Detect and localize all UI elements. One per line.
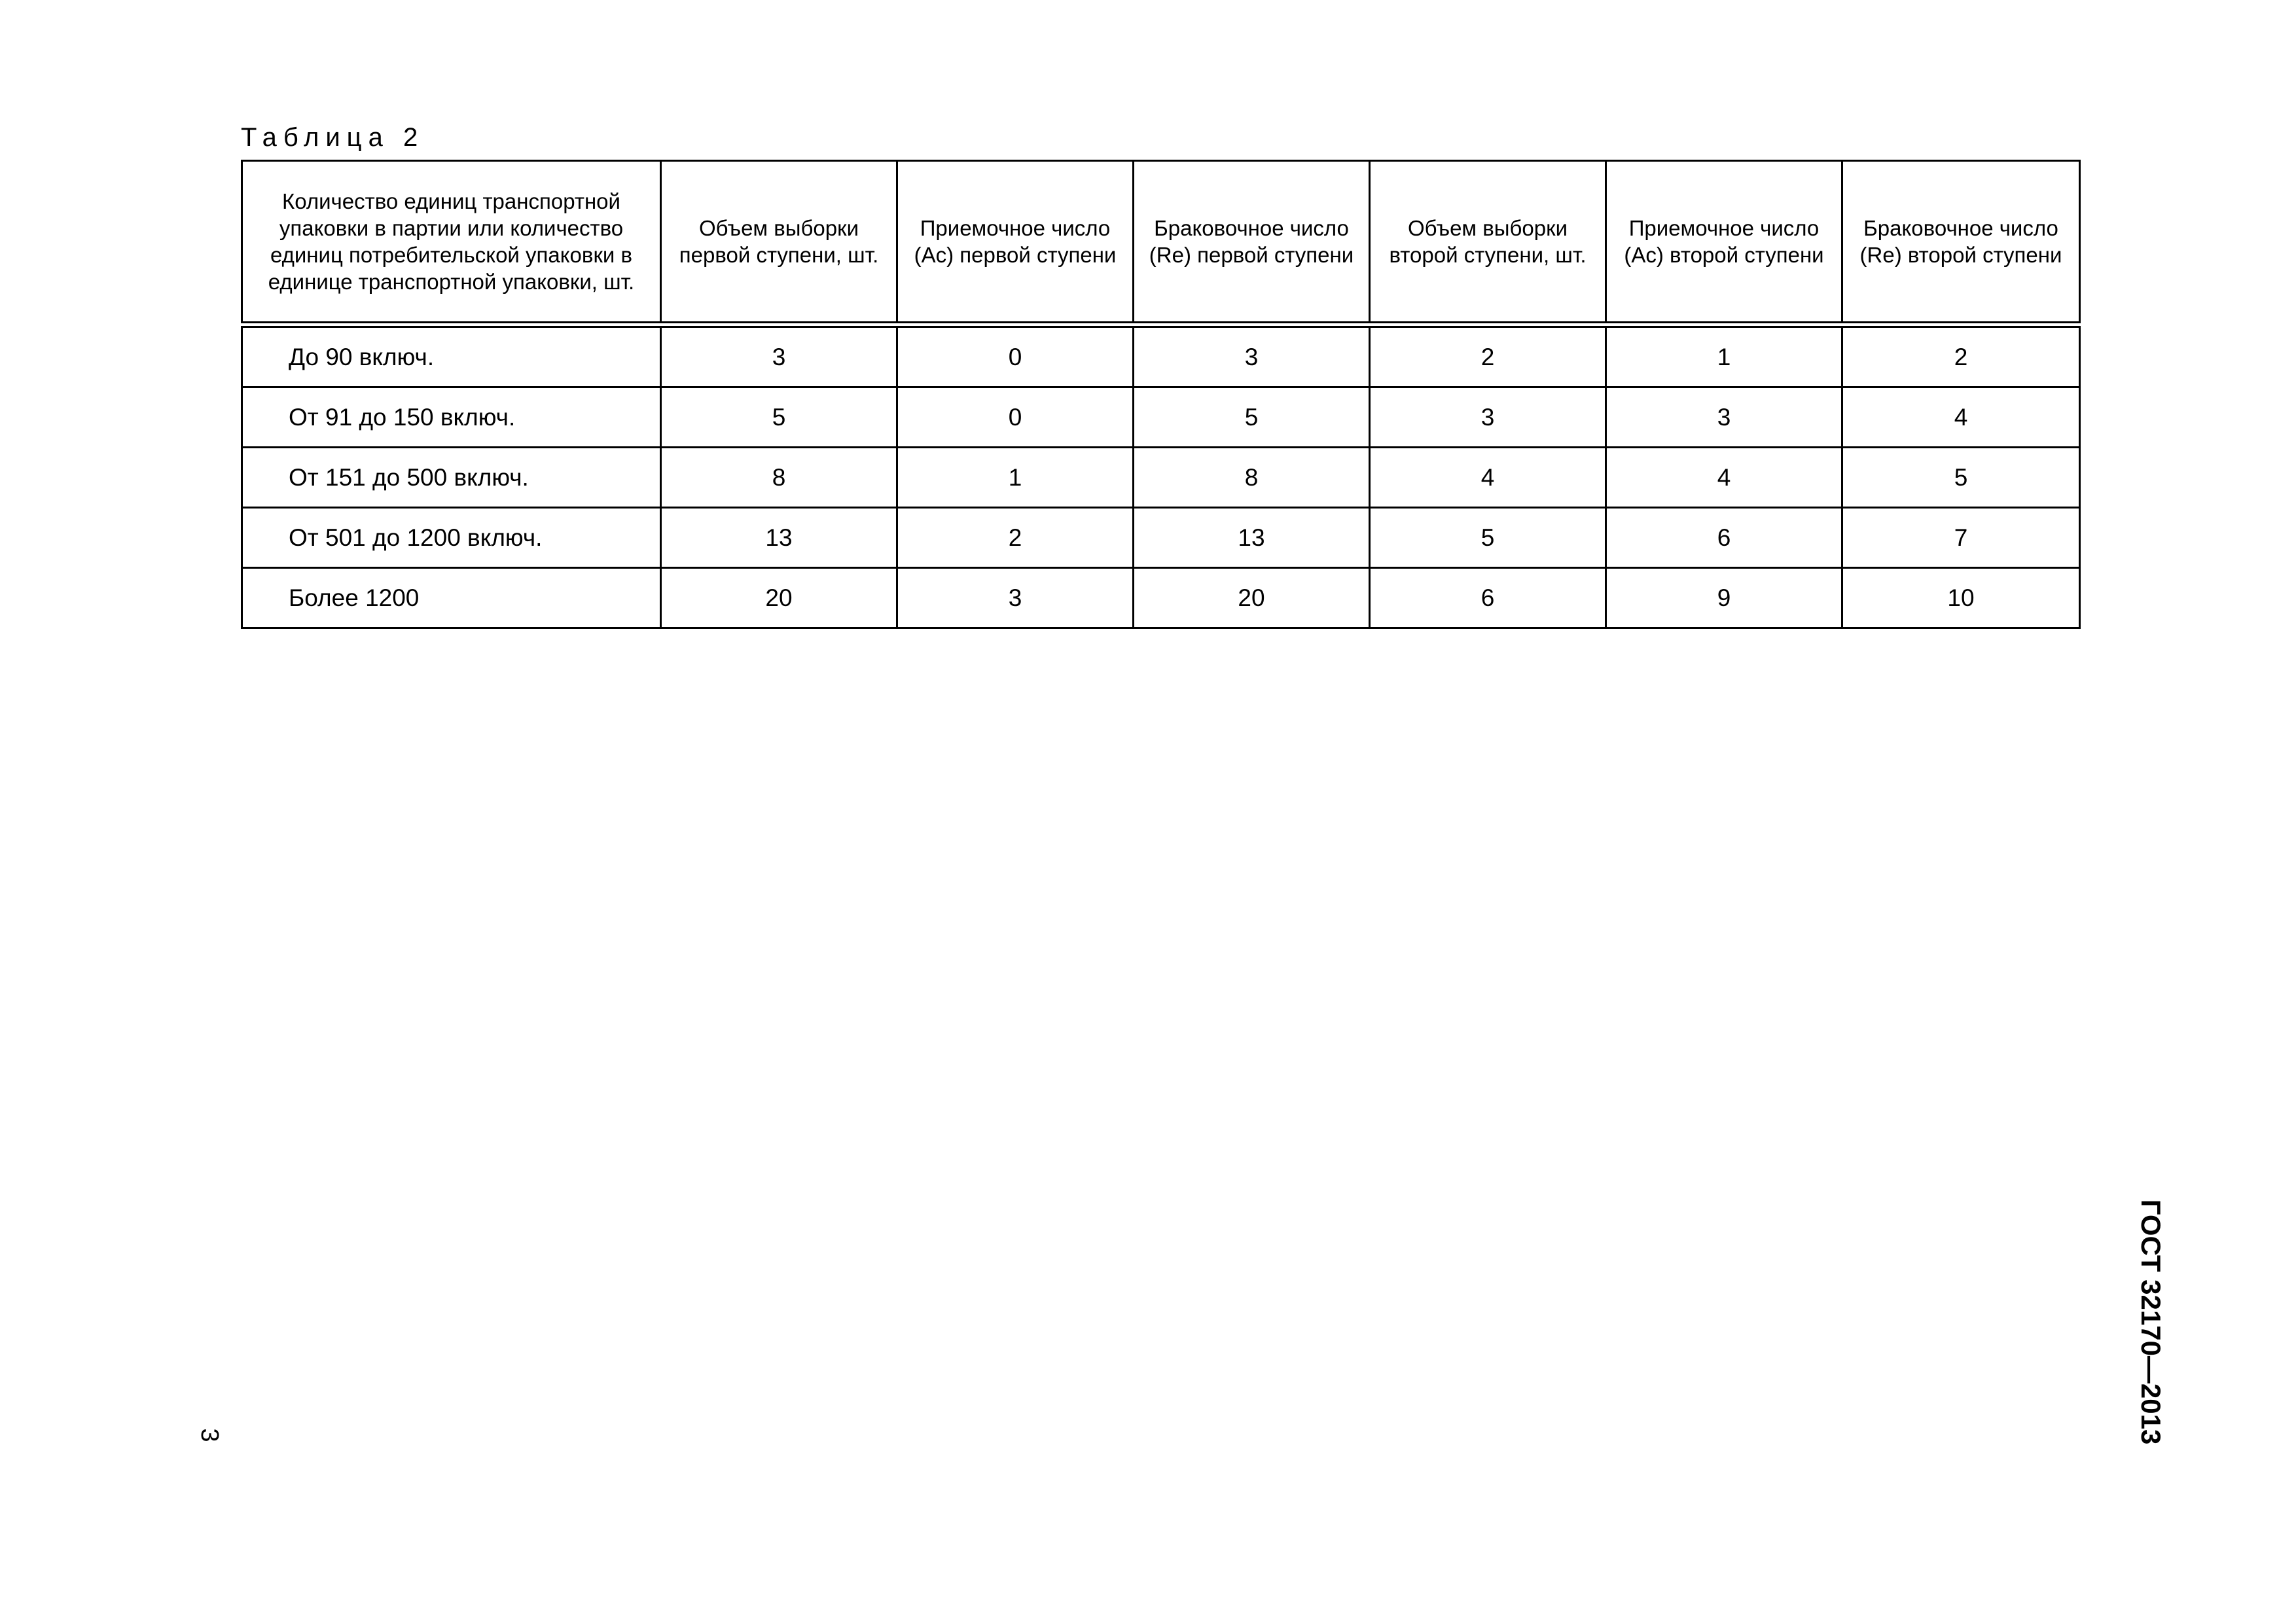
cell-rejection-first: 5: [1134, 387, 1370, 448]
cell-sample-size-second: 6: [1370, 568, 1606, 628]
cell-rejection-second: 5: [1842, 448, 2080, 508]
cell-sample-size-first: 5: [661, 387, 897, 448]
sampling-plan-table: [241, 160, 2081, 629]
cell-acceptance-first: 2: [897, 508, 1134, 568]
header-acceptance-number-second-stage: Приемочное число (Ас) второй ступени: [1606, 161, 1842, 325]
header-lot-size: Количество единиц транспортной упаковки в партии или количество единиц потребительской упаковки в единице транспортной упаковки, шт.: [242, 161, 661, 325]
cell-rejection-second: 7: [1842, 508, 2080, 568]
table-row: [242, 568, 2080, 628]
row-lot-size: От 501 до 1200 включ.: [242, 508, 661, 568]
cell-sample-size-first: 13: [661, 508, 897, 568]
cell-sample-size-second: 3: [1370, 387, 1606, 448]
cell-acceptance-first: 0: [897, 325, 1134, 387]
cell-rejection-first: 3: [1134, 325, 1370, 387]
cell-sample-size-first: 3: [661, 325, 897, 387]
header-sample-size-second-stage: Объем выборки второй ступени, шт.: [1370, 161, 1606, 325]
header-rejection-number-second-stage: Браковочное число (Re) второй ступени: [1842, 161, 2080, 325]
table-header-row: [242, 161, 2080, 325]
row-lot-size: От 91 до 150 включ.: [242, 387, 661, 448]
cell-rejection-second: 2: [1842, 325, 2080, 387]
row-lot-size: Более 1200: [242, 568, 661, 628]
cell-acceptance-second: 6: [1606, 508, 1842, 568]
cell-acceptance-first: 1: [897, 448, 1134, 508]
table-row: [242, 448, 2080, 508]
cell-rejection-first: 13: [1134, 508, 1370, 568]
cell-acceptance-second: 4: [1606, 448, 1842, 508]
cell-sample-size-second: 4: [1370, 448, 1606, 508]
cell-acceptance-second: 1: [1606, 325, 1842, 387]
table-row: [242, 387, 2080, 448]
cell-sample-size-first: 8: [661, 448, 897, 508]
table-row: [242, 325, 2080, 387]
cell-sample-size-first: 20: [661, 568, 897, 628]
header-rejection-number-first-stage: Браковочное число (Re) первой ступени: [1134, 161, 1370, 325]
page-number: 3: [196, 1428, 223, 1442]
table-row: [242, 508, 2080, 568]
cell-acceptance-second: 9: [1606, 568, 1842, 628]
table-caption: Таблица 2: [241, 123, 425, 152]
document-id: ГОСТ 32170—2013: [2136, 1199, 2166, 1445]
row-lot-size: От 151 до 500 включ.: [242, 448, 661, 508]
cell-rejection-second: 4: [1842, 387, 2080, 448]
header-sample-size-first-stage: Объем выборки первой ступени, шт.: [661, 161, 897, 325]
cell-rejection-first: 8: [1134, 448, 1370, 508]
cell-rejection-second: 10: [1842, 568, 2080, 628]
cell-acceptance-first: 3: [897, 568, 1134, 628]
cell-sample-size-second: 5: [1370, 508, 1606, 568]
header-acceptance-number-first-stage: Приемочное число (Ас) первой ступени: [897, 161, 1134, 325]
cell-acceptance-second: 3: [1606, 387, 1842, 448]
row-lot-size: До 90 включ.: [242, 325, 661, 387]
cell-sample-size-second: 2: [1370, 325, 1606, 387]
cell-rejection-first: 20: [1134, 568, 1370, 628]
cell-acceptance-first: 0: [897, 387, 1134, 448]
